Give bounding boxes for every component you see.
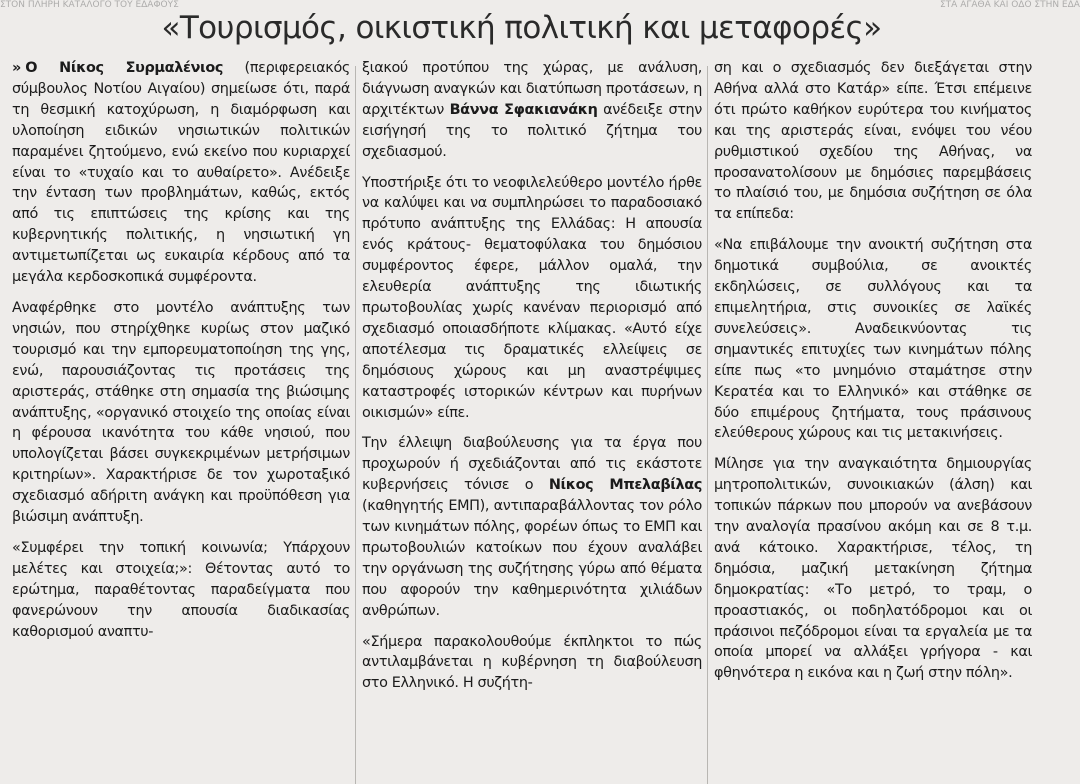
paragraph: Μίλησε για την αναγκαιότητα δημιουργίας μητροπολιτικών, συνοικιακών (άλση) και τοπικών πάρκων που μπορούν να ανεβάσουν την αναλογία πρασίνου ακόμη και σε 8 τ.μ. ανά κάτοικο. Χαρακτήρισε, τέλος, τη δημόσια, μαζική μετακίνηση ζήτημα δημοκρατίας: «Το μετρό, το τραμ, ο προαστιακός, οι ποδηλατόδρομοι και οι πράσινοι πεζόδρομοι είναι τα εργαλεία με τα οποία μπορεί να αλλάξει γρήγορα - και φθηνότερα η εικόνα και η ζωή στην πόλη».: [714, 456, 1032, 682]
bleed-text-right: ΣΤΑ ΑΓΑΘΑ ΚΑΙ ΟΔΟ ΣΤΗΝ ΕΔΑ: [940, 0, 1080, 10]
paragraph: «Σήμερα παρακολουθούμε έκπληκτοι το πώς αντιλαμβάνεται η κυβέρνηση τη διαβούλευση στο Ελληνικό. Η συζήτη-: [362, 633, 702, 692]
paragraph: [362, 433, 702, 621]
paragraph-text: (καθηγητής ΕΜΠ), αντιπαραβάλλοντας τον ρόλο των κινημάτων πόλης, φορέων όπως το ΕΜΠ και πρωτοβουλιών κατοίκων που έχουν αναλάβει την οργάνωση της συζήτησης γύρω από θέματα που αφορούν την καθημερινότητα χιλιάδων ανθρώπων.: [362, 498, 702, 619]
paragraph-text: ξιακού προτύπου της χώρας, με ανάλυση, διάγνωση αναγκών και διατύπωση προτάσεων, η αρχιτέκτων: [362, 60, 702, 118]
paragraph-text: Την έλλειψη διαβούλευσης για τα έργα που προχωρούν ή σχεδιάζονται από τις εκάστοτε κυβερνήσεις τόνισε ο: [362, 435, 702, 494]
bleed-text-left: ΣΤΟΝ ΠΛΗΡΗ ΚΑΤΑΛΟΓΟ ΤΟΥ ΕΔΑΦΟΥΣ: [0, 0, 179, 10]
paragraph: [362, 58, 702, 163]
speaker-name: Ο Νίκος Συρμαλένιος: [25, 60, 224, 76]
speaker-name: Νίκος Μπελαβίλας: [548, 477, 703, 494]
article-headline: «Τουρισμός, οικιστική πολιτική και μεταφορές»: [161, 10, 882, 46]
paragraph: Υποστήριξε ότι το νεοφιλελεύθερο μοντέλο ήρθε να καλύψει και να συμπληρώσει το παραδοσιακό πρότυπο ανάπτυξης της Ελλάδας: Η απουσία ενός κράτους- θεματοφύλακα του δημόσιου συμφέροντος έφερε, μάλλον ομαλά, την ελευθερία ανάπτυξης της ιδιωτικής πρωτοβουλίας χωρίς κανέναν περιορισμό από σχεδιασμό οποιασδήποτε κλίμακας. «Αυτό είχε αποτέλεσμα τις δραματικές ελλείψεις σε δημόσιους χώρους και μη αναστρέψιμες καταστροφές ιστορικών κέντρων και πυρήνων οικισμών» είπε.: [362, 174, 702, 421]
article-column-2: [362, 58, 702, 784]
paragraph-text: ανέδειξε στην εισήγησή της το πολιτικό ζήτημα του σχεδιασμού.: [362, 101, 702, 160]
paragraph: «Συμφέρει την τοπική κοινωνία; Υπάρχουν μελέτες και στοιχεία;»: Θέτοντας αυτό το ερώτημα, παραθέτοντας παραδείγματα που φανερώνουν την απουσία διαδικασίας καθορισμού αναπτυ-: [12, 539, 350, 640]
article-column-3: [714, 58, 1032, 784]
article-column-1: [12, 58, 350, 784]
column-divider-1: [355, 66, 356, 784]
paragraph: Αναφέρθηκε στο μοντέλο ανάπτυξης των νησιών, που στηρίχθηκε κυρίως στον μαζικό τουρισμό και την εμπορευματοποίηση της γης, ενώ, παρουσιάζοντας τις προτάσεις της αριστεράς, στάθηκε στη σημασία της βιώσιμης ανάπτυξης, «οργανικό στοιχείο της οποίας είναι η φέρουσα ικανότητα του κάθε νησιού, που υπολογίζεται βάσει συγκεκριμένων μετρήσιμων κριτηρίων». Χαρακτήρισε δε τον χωροταξικό σχεδιασμό αδήριτη ανάγκη και προϋπόθεση για βιώσιμη ανάπτυξη.: [12, 299, 350, 526]
paragraph-text: (περιφερειακός σύμβουλος Νοτίου Αιγαίου) σημείωσε ότι, παρά τη θεσμική κατοχύρωση, η διαμόρφωση και υλοποίηση ειδικών νησιωτικών πολιτικών παραμένει ζητούμενο, ενώ εκείνο που κυριαρχεί είναι το «τυχαίο και το αυθαίρετο». Ανέδειξε την ένταση των προβλημάτων, καθώς, εκτός από τις επιπτώσεις της κρίσης και της κυβερνητικής πολιτικής, η νησιωτική γη αντιμετωπίζεται ως ευκαιρία κέρδους από τα μεγάλα κερδοσκοπικά συμφέροντα.: [12, 60, 350, 286]
paragraph: ση και ο σχεδιασμός δεν διεξάγεται στην Αθήνα αλλά στο Κατάρ» είπε. Έτσι επέμεινε ότι πρώτο καθήκον ευρύτερα του κινήματος και της αριστεράς είναι, ενόψει του νέου ρυθμιστικού σχεδίου της Αθήνας, να προσανατολίσουν με δημόσιες παρεμβάσεις το πλαίσιό του, με δημόσια συζήτηση σε όλα τα επίπεδα:: [714, 60, 1032, 223]
column-divider-2: [707, 66, 708, 784]
paragraph: «Να επιβάλουμε την ανοικτή συζήτηση στα δημοτικά συμβούλια, σε ανοικτές εκδηλώσεις, σε συλλόγους και τα επιμελητήρια, στις συνοικίες σε λαϊκές συνελεύσεις». Αναδεικνύοντας τις σημαντικές επιτυχίες των κινημάτων πόλης είπε πως «το μνημόνιο σταμάτησε στην Κερατέα και το Ελληνικό» και στάθηκε σε δύο επιμέρους ζητήματα, τους πράσινους ελεύθερους χώρους και τις μετακινήσεις.: [714, 237, 1032, 442]
paragraph: [12, 58, 350, 288]
speaker-name: Βάννα Σφακιανάκη: [449, 101, 598, 118]
double-chevron-icon: »: [12, 60, 20, 76]
